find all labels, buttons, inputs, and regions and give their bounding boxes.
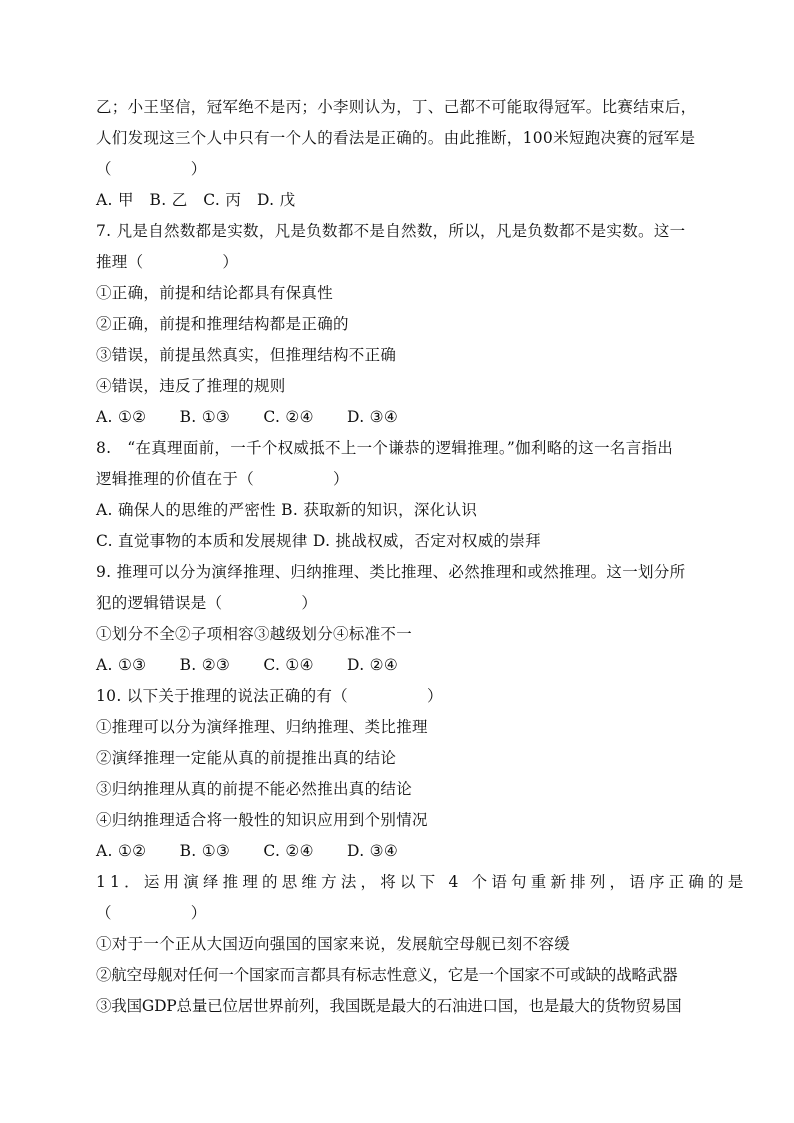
- q7-statement-1: ①正确，前提和结论都具有保真性: [96, 284, 334, 302]
- q10-statement-1: ①推理可以分为演绎推理、归纳推理、类比推理: [96, 718, 428, 736]
- q7-option-b: B. ①③: [179, 408, 231, 426]
- q8-stem-line-1: 8. “在真理面前，一千个权威抵不上一个谦恭的逻辑推理。”伽利略的这一名言指出: [96, 439, 674, 457]
- q7-option-a: A. ①②: [96, 408, 147, 426]
- q10-options: [96, 840, 716, 862]
- q9-statements: ①划分不全②子项相容③越级划分④标准不一: [96, 625, 413, 643]
- q10-stem: 10. 以下关于推理的说法正确的有（ ）: [96, 687, 443, 705]
- q6-options: A. 甲 B. 乙 C. 丙 D. 戊: [96, 191, 296, 209]
- q6-answer-blank: （ ）: [96, 160, 207, 178]
- q10-statement-2: ②演绎推理一定能从真的前提推出真的结论: [96, 749, 397, 767]
- q10-option-d: D. ③④: [347, 842, 399, 860]
- q10-option-a: A. ①②: [96, 842, 147, 860]
- q9-options: [96, 654, 716, 676]
- q10-statement-3: ③归纳推理从真的前提不能必然推出真的结论: [96, 780, 413, 798]
- q9-option-b: B. ②③: [179, 656, 231, 674]
- q10-option-b: B. ①③: [179, 842, 231, 860]
- q7-stem-line-1: 7. 凡是自然数都是实数，凡是负数都不是自然数，所以，凡是负数都不是实数。这一: [96, 222, 686, 240]
- q7-option-d: D. ③④: [347, 408, 399, 426]
- q7-stem-line-2: 推理（ ）: [96, 253, 239, 271]
- q11-sentence-3: ③我国GDP总量已位居世界前列，我国既是最大的石油进口国，也是最大的货物贸易国: [96, 997, 682, 1015]
- q10-statement-4: ④归纳推理适合将一般性的知识应用到个别情况: [96, 811, 428, 829]
- q7-option-c: C. ②④: [263, 408, 314, 426]
- q7-statement-3: ③错误，前提虽然真实，但推理结构不正确: [96, 346, 397, 364]
- q7-statement-2: ②正确，前提和推理结构都是正确的: [96, 315, 349, 333]
- q9-option-a: A. ①③: [96, 656, 147, 674]
- q9-stem-line-2: 犯的逻辑错误是（ ）: [96, 594, 318, 612]
- q11-sentence-2: ②航空母舰对任何一个国家而言都具有标志性意义，它是一个国家不可或缺的战略武器: [96, 966, 678, 984]
- q8-stem-line-2: 逻辑推理的价值在于（ ）: [96, 470, 349, 488]
- q9-stem-line-1: 9. 推理可以分为演绎推理、归纳推理、类比推理、必然推理和或然推理。这一划分所: [96, 563, 686, 581]
- q6-text-line-2: 人们发现这三个人中只有一个人的看法是正确的。由此推断，100米短跑决赛的冠军是: [96, 129, 696, 147]
- q8-options-cd: C. 直觉事物的本质和发展规律 D. 挑战权威，否定对权威的崇拜: [96, 532, 541, 550]
- q8-options-ab: A. 确保人的思维的严密性 B. 获取新的知识，深化认识: [96, 501, 478, 519]
- q11-stem-line-1: 11．运用演绎推理的思维方法，将以下 4 个语句重新排列，语序正确的是: [96, 873, 748, 891]
- q7-statement-4: ④错误，违反了推理的规则: [96, 377, 286, 395]
- q10-option-c: C. ②④: [263, 842, 314, 860]
- q11-sentence-1: ①对于一个正从大国迈向强国的国家来说，发展航空母舰已刻不容缓: [96, 935, 571, 953]
- q11-answer-blank: （ ）: [96, 904, 207, 922]
- q6-text-line-1: 乙；小王坚信，冠军绝不是丙；小李则认为，丁、己都不可能取得冠军。比赛结束后，: [96, 98, 697, 116]
- q7-options: [96, 406, 716, 428]
- q9-option-d: D. ②④: [347, 656, 399, 674]
- q9-option-c: C. ①④: [263, 656, 314, 674]
